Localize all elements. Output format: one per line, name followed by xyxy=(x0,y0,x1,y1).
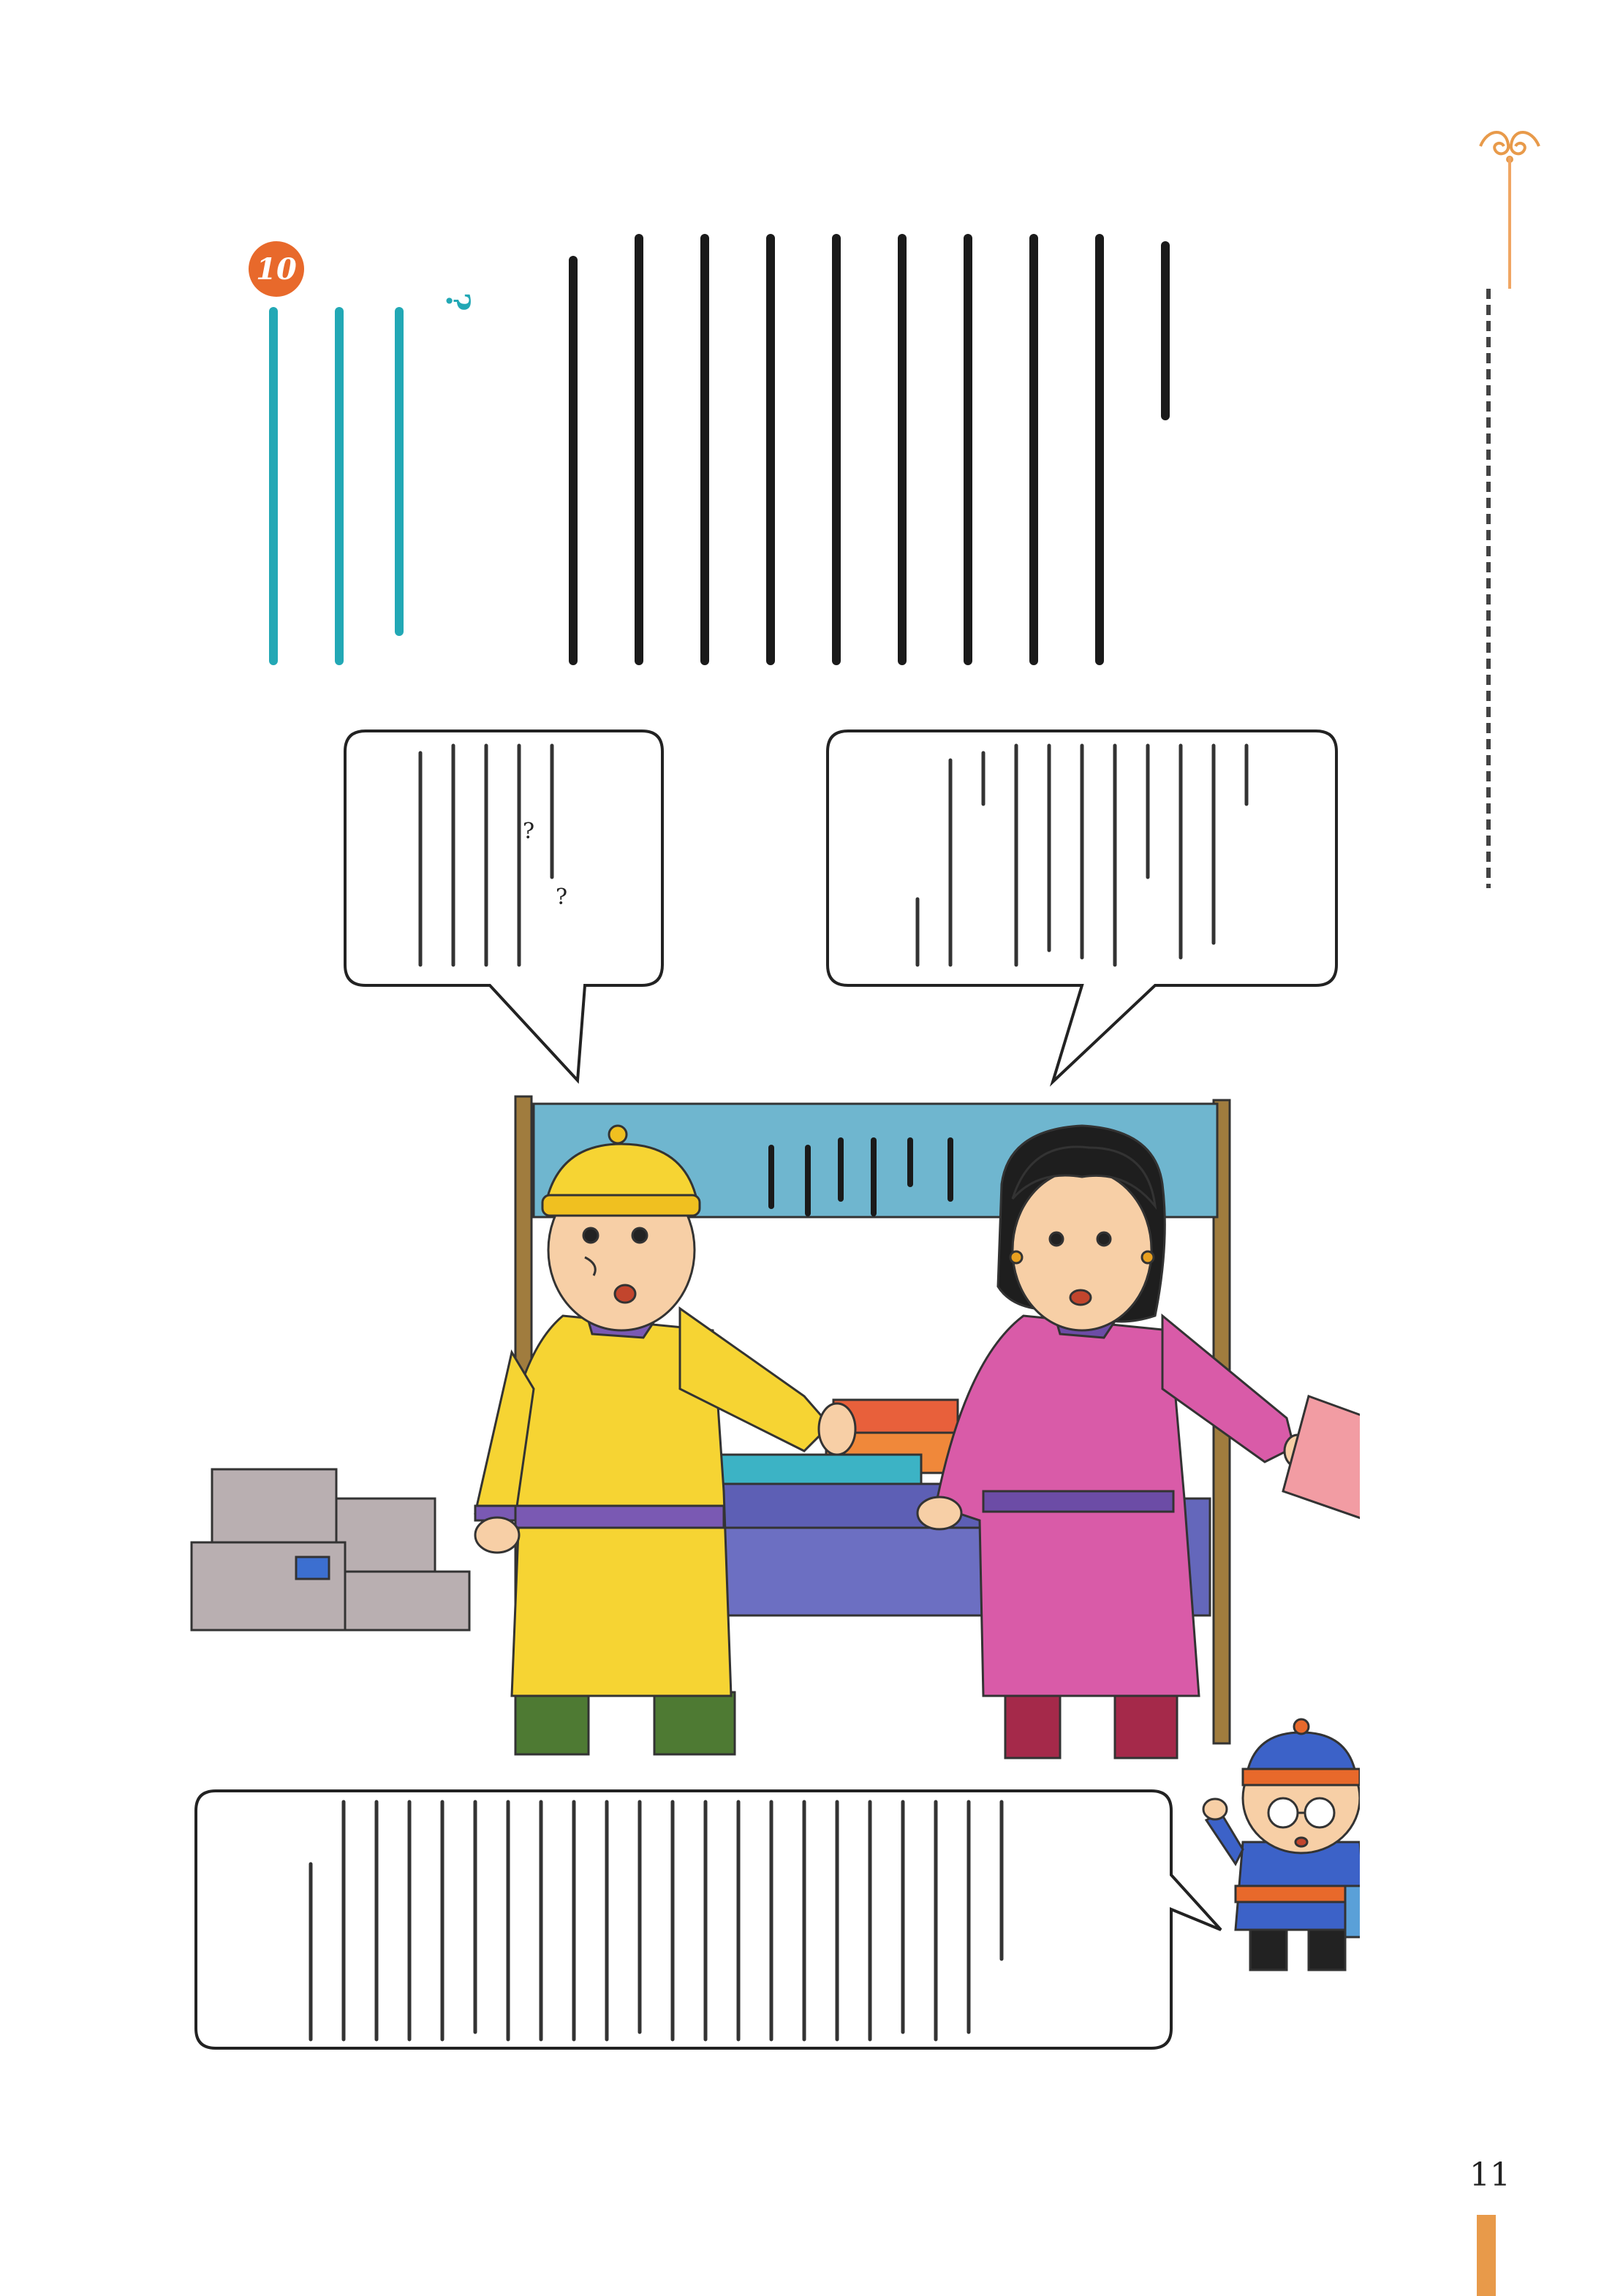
boxes xyxy=(192,1469,469,1630)
speech-bubble-bottom xyxy=(196,1791,1221,2048)
header-rule xyxy=(1508,157,1511,289)
bubble-question-mark: ? xyxy=(556,884,568,910)
page-number: 11 xyxy=(1469,2156,1510,2194)
question-mark: ? xyxy=(439,292,476,311)
bubble-question-mark-2: ? xyxy=(523,819,535,844)
child-with-glasses xyxy=(1203,1719,1360,1970)
exercise-number-badge: 10 xyxy=(249,241,304,297)
woman-pink-robe xyxy=(918,1126,1360,1758)
illustration xyxy=(183,724,1360,2061)
speech-bubble-left xyxy=(345,731,662,1080)
page-edge-tab xyxy=(1477,2215,1496,2296)
header-running-title xyxy=(1486,289,1491,888)
